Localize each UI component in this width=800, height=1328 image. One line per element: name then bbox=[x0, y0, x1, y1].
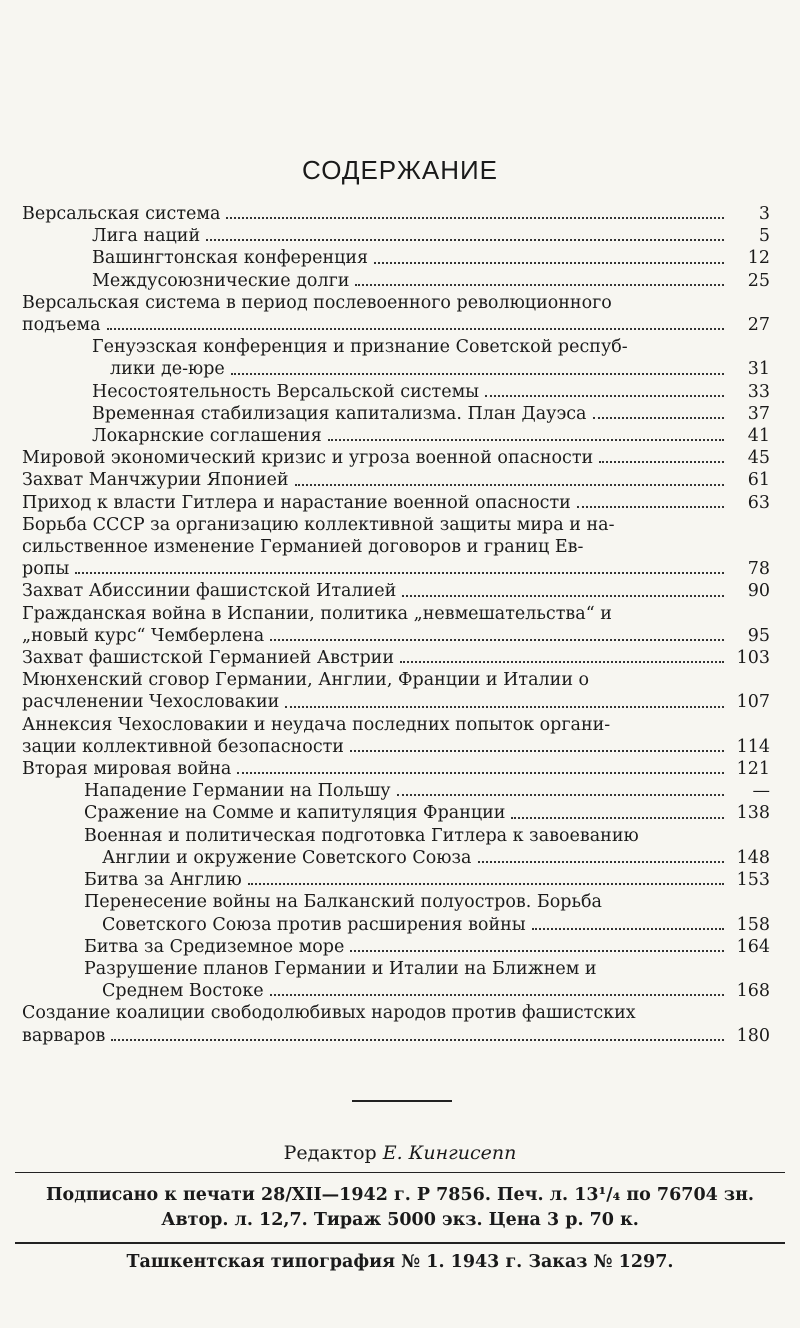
toc-entry-title: Перенесение войны на Балканский полуостров. Борьба bbox=[84, 892, 602, 913]
toc-entry-title: варваров bbox=[22, 1025, 106, 1046]
dot-leader bbox=[577, 506, 724, 508]
dot-leader bbox=[599, 461, 724, 463]
toc-entry bbox=[22, 1002, 770, 1046]
toc-entry bbox=[22, 225, 770, 247]
toc-entry-title: Среднем Востоке bbox=[102, 981, 264, 1002]
toc-page-number: 5 bbox=[758, 226, 770, 247]
toc-page-number: 12 bbox=[747, 248, 770, 269]
dot-leader bbox=[350, 750, 724, 752]
dot-leader bbox=[111, 1039, 724, 1041]
toc-entry bbox=[22, 425, 770, 447]
dot-leader bbox=[402, 595, 724, 597]
dot-leader bbox=[226, 217, 724, 219]
toc-page-number: 148 bbox=[736, 847, 770, 868]
toc-entry-title: Мировой экономический кризис и угроза военной опасности bbox=[22, 448, 594, 469]
toc-page-number: 27 bbox=[747, 315, 770, 336]
toc-entry-title: Захват фашистской Германией Австрии bbox=[22, 648, 395, 669]
divider bbox=[15, 1242, 785, 1244]
toc-entry-title: Захват Манчжурии Японией bbox=[22, 470, 289, 491]
toc-entry bbox=[22, 891, 770, 935]
printer-line: Ташкентская типография № 1. 1943 г. Заказ № 1297. bbox=[126, 1252, 674, 1272]
toc-entry bbox=[22, 958, 770, 1002]
toc-entry bbox=[22, 758, 770, 780]
toc-page-number: 107 bbox=[736, 692, 770, 713]
toc-page-number: — bbox=[752, 781, 770, 802]
toc-entry-title: Версальская система bbox=[22, 204, 221, 224]
toc-entry bbox=[22, 714, 770, 758]
toc-page-number: 41 bbox=[747, 426, 770, 447]
dot-leader bbox=[532, 928, 724, 930]
toc-entry bbox=[22, 492, 770, 514]
divider bbox=[15, 1172, 785, 1173]
toc-entry bbox=[22, 270, 770, 292]
toc-entry-title: Вторая мировая война bbox=[22, 759, 232, 780]
toc-page-number: 78 bbox=[747, 559, 770, 580]
dot-leader bbox=[593, 417, 725, 419]
toc-entry bbox=[22, 603, 770, 647]
toc-entry-title: Мюнхенский сговор Германии, Англии, Франции и Италии о bbox=[22, 670, 590, 691]
toc-entry-title: Разрушение планов Германии и Италии на Ближнем и bbox=[84, 958, 597, 979]
toc-entry-title: Генуэзская конференция и признание Советской респуб- bbox=[92, 337, 628, 358]
toc-entry bbox=[22, 669, 770, 713]
dot-leader bbox=[485, 395, 724, 397]
toc-entry-title: сильственное изменение Германией договоров и границ Ев- bbox=[22, 537, 584, 558]
imprint-line-1: Подписано к печати 28/XII—1942 г. Р 7856. Печ. л. 13¹/₄ по 76704 зн. bbox=[46, 1185, 754, 1205]
toc-entry-title: Сражение на Сомме и капитуляция Франции bbox=[84, 803, 506, 824]
toc-entry-title: Лига наций bbox=[92, 226, 201, 247]
toc-page-number: 121 bbox=[736, 759, 770, 780]
toc-entry-title: ропы bbox=[22, 559, 70, 580]
editor-credit bbox=[0, 1142, 800, 1164]
dot-leader bbox=[295, 484, 725, 486]
imprint-line-2: Автор. л. 12,7. Тираж 5000 экз. Цена 3 р. 70 к. bbox=[161, 1210, 639, 1230]
toc-entry bbox=[22, 403, 770, 425]
toc-entry bbox=[22, 780, 770, 802]
dot-leader bbox=[511, 817, 724, 819]
toc-page-number: 90 bbox=[747, 581, 770, 602]
toc-entry bbox=[22, 802, 770, 824]
toc-entry-title: подъема bbox=[22, 315, 101, 336]
toc-entry-title: Временная стабилизация капитализма. План Дауэса bbox=[92, 403, 587, 424]
toc-entry-title: Аннексия Чехословакии и неудача последних попыток органи- bbox=[22, 714, 611, 735]
toc-entry bbox=[22, 647, 770, 669]
dot-leader bbox=[374, 262, 724, 264]
toc-page-number: 153 bbox=[736, 870, 770, 891]
toc-entry-title: зации коллективной безопасности bbox=[22, 736, 344, 757]
toc-entry bbox=[22, 514, 770, 581]
toc-entry bbox=[22, 447, 770, 469]
dot-leader bbox=[400, 661, 724, 663]
toc-entry-title: Борьба СССР за организацию коллективной защиты мира и на- bbox=[22, 514, 615, 535]
dot-leader bbox=[107, 328, 724, 330]
dot-leader bbox=[231, 373, 724, 375]
table-of-contents bbox=[22, 203, 770, 1047]
toc-page-number: 168 bbox=[736, 981, 770, 1002]
toc-entry-title: лики де-юре bbox=[110, 359, 225, 380]
toc-entry-title: Создание коалиции свободолюбивых народов против фашистских bbox=[22, 1003, 636, 1024]
toc-entry bbox=[22, 869, 770, 891]
toc-page-number: 103 bbox=[736, 648, 770, 669]
toc-page-number: 37 bbox=[747, 403, 770, 424]
toc-entry bbox=[22, 203, 770, 225]
toc-page-number: 114 bbox=[736, 736, 770, 757]
toc-entry bbox=[22, 469, 770, 491]
dot-leader bbox=[285, 706, 724, 708]
dot-leader bbox=[75, 572, 724, 574]
toc-entry bbox=[22, 336, 770, 380]
toc-entry-title: Локарнские соглашения bbox=[92, 426, 322, 447]
toc-page-number: 180 bbox=[736, 1025, 770, 1046]
page-title: СОДЕРЖАНИЕ bbox=[301, 155, 498, 185]
toc-entry-title: „новый курс“ Чемберлена bbox=[22, 625, 265, 646]
editor-name: Е. Кингисепп bbox=[382, 1142, 517, 1164]
toc-entry-title: Захват Абиссинии фашистской Италией bbox=[22, 581, 397, 602]
toc-entry bbox=[22, 381, 770, 403]
dot-leader bbox=[248, 883, 724, 885]
dot-leader bbox=[270, 994, 724, 996]
dot-leader bbox=[270, 639, 724, 641]
toc-entry-title: Приход к власти Гитлера и нарастание военной опасности bbox=[22, 492, 571, 513]
toc-entry bbox=[22, 825, 770, 869]
toc-entry-title: Англии и окружение Советского Союза bbox=[102, 847, 472, 868]
toc-entry bbox=[22, 292, 770, 336]
toc-entry-title: Советского Союза против расширения войны bbox=[102, 914, 526, 935]
toc-page-number: 63 bbox=[747, 492, 770, 513]
dot-leader bbox=[328, 439, 724, 441]
toc-page-number: 164 bbox=[736, 936, 770, 957]
toc-page-number: 25 bbox=[747, 270, 770, 291]
toc-entry bbox=[22, 580, 770, 602]
dot-leader bbox=[478, 861, 725, 863]
toc-page-number: 3 bbox=[758, 204, 770, 224]
toc-page-number: 138 bbox=[736, 803, 770, 824]
toc-entry-title: Несостоятельность Версальской системы bbox=[92, 381, 480, 402]
dot-leader bbox=[397, 794, 724, 796]
toc-page-number: 33 bbox=[747, 381, 770, 402]
toc-entry-title: Военная и политическая подготовка Гитлера к завоеванию bbox=[84, 825, 639, 846]
toc-entry-title: Битва за Средиземное море bbox=[84, 936, 345, 957]
toc-page-number: 45 bbox=[747, 448, 770, 469]
toc-page-number: 95 bbox=[747, 625, 770, 646]
divider bbox=[352, 1100, 452, 1102]
toc-entry-title: Междусоюзнические долги bbox=[92, 270, 350, 291]
toc-page-number: 158 bbox=[736, 914, 770, 935]
toc-page-number: 61 bbox=[747, 470, 770, 491]
dot-leader bbox=[206, 239, 724, 241]
toc-entry bbox=[22, 936, 770, 958]
dot-leader bbox=[350, 950, 724, 952]
editor-label: Редактор bbox=[283, 1142, 377, 1164]
toc-entry-title: Битва за Англию bbox=[84, 870, 242, 891]
toc-entry-title: расчленении Чехословакии bbox=[22, 692, 280, 713]
dot-leader bbox=[237, 772, 724, 774]
toc-entry-title: Версальская система в период послевоенного революционного bbox=[22, 292, 612, 313]
toc-entry-title: Нападение Германии на Польшу bbox=[84, 781, 391, 802]
toc-entry-title: Вашингтонская конференция bbox=[92, 248, 369, 269]
dot-leader bbox=[355, 284, 724, 286]
toc-page-number: 31 bbox=[747, 359, 770, 380]
toc-entry-title: Гражданская война в Испании, политика „невмешательства“ и bbox=[22, 603, 612, 624]
toc-entry bbox=[22, 247, 770, 269]
